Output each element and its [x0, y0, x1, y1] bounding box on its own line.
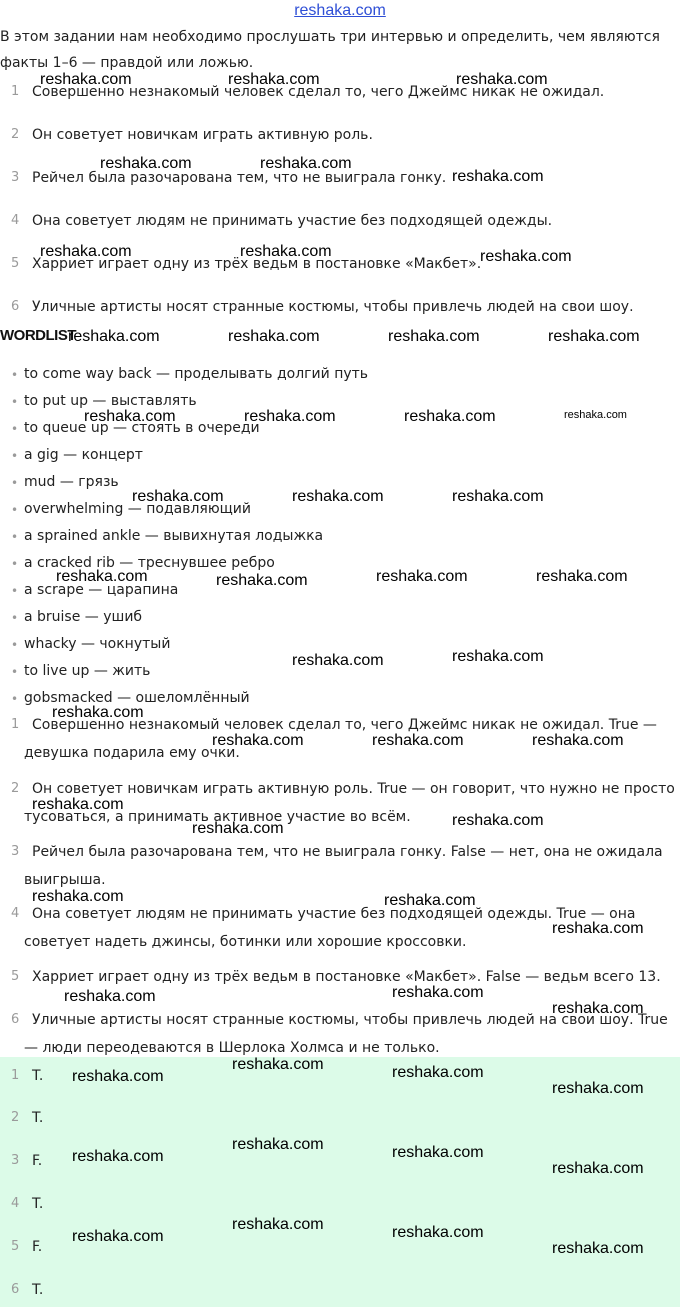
statement-text: Уличные артисты носят странные костюмы, чтобы привлечь людей на свои шоу.: [32, 299, 634, 315]
bullet-icon: •: [11, 638, 19, 652]
statement-text: Харриет играет одну из трёх ведьм в постановке «Макбет».: [32, 256, 482, 272]
watermark: reshaka.com: [72, 1148, 164, 1165]
answer-number: 2: [11, 1110, 20, 1125]
statement-number: 4: [11, 213, 20, 228]
statement-number: 6: [11, 299, 20, 314]
bullet-icon: •: [11, 611, 19, 625]
watermark: reshaka.com: [40, 243, 132, 260]
answer-value: T.: [32, 1196, 44, 1212]
explanation-number: 5: [11, 969, 20, 984]
watermark: reshaka.com: [40, 71, 132, 88]
bullet-icon: •: [11, 692, 19, 706]
bullet-icon: •: [11, 422, 19, 436]
watermark: reshaka.com: [72, 1068, 164, 1085]
answer-value: T.: [32, 1110, 44, 1126]
site-link[interactable]: reshaka.com: [294, 2, 386, 19]
watermark: reshaka.com: [548, 328, 640, 345]
wordlist-item: gobsmacked — ошеломлённый: [24, 690, 250, 706]
wordlist-item: to queue up — стоять в очереди: [24, 420, 260, 436]
watermark: reshaka.com: [260, 155, 352, 172]
watermark: reshaka.com: [32, 796, 124, 813]
answer-number: 1: [11, 1068, 20, 1083]
explanation-line: Рейчел была разочарована тем, что не выиграла гонку. False — нет, она не ожидала: [32, 844, 663, 860]
wordlist-item: overwhelming — подавляющий: [24, 501, 252, 517]
watermark: reshaka.com: [392, 984, 484, 1001]
statement-text: Она советует людям не принимать участие без подходящей одежды.: [32, 213, 553, 229]
watermark: reshaka.com: [228, 71, 320, 88]
wordlist-item: a bruise — ушиб: [24, 609, 143, 625]
watermark: reshaka.com: [392, 1224, 484, 1241]
watermark: reshaka.com: [32, 888, 124, 905]
answer-number: 4: [11, 1196, 20, 1211]
watermark: reshaka.com: [452, 648, 544, 665]
explanation-number: 2: [11, 781, 20, 796]
watermark: reshaka.com: [228, 328, 320, 345]
answer-number: 3: [11, 1153, 20, 1168]
bullet-icon: •: [11, 584, 19, 598]
explanation-line: девушка подарила ему очки.: [24, 745, 240, 761]
bullet-icon: •: [11, 449, 19, 463]
watermark: reshaka.com: [552, 1240, 644, 1257]
bullet-icon: •: [11, 395, 19, 409]
wordlist-item: to live up — жить: [24, 663, 151, 679]
answer-value: T.: [32, 1068, 44, 1084]
explanation-line: Уличные артисты носят странные костюмы, чтобы привлечь людей на свои шоу. True: [32, 1012, 668, 1028]
watermark: reshaka.com: [132, 488, 224, 505]
watermark: reshaka.com: [232, 1136, 324, 1153]
wordlist-item: a sprained ankle — вывихнутая лодыжка: [24, 528, 324, 544]
watermark: reshaka.com: [552, 920, 644, 937]
watermark: reshaka.com: [388, 328, 480, 345]
watermark: reshaka.com: [216, 572, 308, 589]
watermark: reshaka.com: [100, 155, 192, 172]
watermark: reshaka.com: [56, 568, 148, 585]
bullet-icon: •: [11, 476, 19, 490]
watermark: reshaka.com: [552, 1080, 644, 1097]
statement-number: 5: [11, 256, 20, 271]
explanation-line: выигрыша.: [24, 872, 106, 888]
watermark: reshaka.com: [192, 820, 284, 837]
answer-number: 6: [11, 1282, 20, 1297]
wordlist-title: WORDLIST: [0, 327, 76, 344]
watermark: reshaka.com: [404, 408, 496, 425]
explanation-line: Она советует людям не принимать участие без подходящей одежды. True — она: [32, 906, 636, 922]
explanation-number: 3: [11, 844, 20, 859]
watermark: reshaka.com: [392, 1144, 484, 1161]
task-intro: В этом задании нам необходимо прослушать три интервью и определить, чем являются факты 1–6 — правдой или ложью.: [0, 29, 660, 71]
answer-value: T.: [32, 1282, 44, 1298]
bullet-icon: •: [11, 368, 19, 382]
explanation-line: Он советует новичкам играть активную роль. True — он говорит, что нужно не просто: [32, 781, 675, 797]
watermark: reshaka.com: [72, 1228, 164, 1245]
explanation-line: Совершенно незнакомый человек сделал то, чего Джеймс никак не ожидал. True —: [32, 717, 657, 733]
statement-text: Рейчел была разочарована тем, что не выиграла гонку.: [32, 170, 447, 186]
explanation-line: — люди переодеваются в Шерлока Холмса и не только.: [24, 1040, 440, 1056]
statement-number: 1: [11, 84, 20, 99]
answer-value: F.: [32, 1239, 43, 1255]
wordlist-item: a cracked rib — треснувшее ребро: [24, 555, 275, 571]
watermark: reshaka.com: [68, 328, 160, 345]
explanation-number: 1: [11, 717, 20, 732]
wordlist-item: a scrape — царапина: [24, 582, 179, 598]
watermark: reshaka.com: [292, 652, 384, 669]
explanation-line: тусоваться, а принимать активное участие во всём.: [24, 809, 411, 825]
watermark: reshaka.com: [64, 988, 156, 1005]
bullet-icon: •: [11, 503, 19, 517]
watermark: reshaka.com: [244, 408, 336, 425]
watermark: reshaka.com: [536, 568, 628, 585]
watermark: reshaka.com: [232, 1216, 324, 1233]
bullet-icon: •: [11, 557, 19, 571]
bullet-icon: •: [11, 665, 19, 679]
statement-number: 3: [11, 170, 20, 185]
explanation-line: советует надеть джинсы, ботинки или хорошие кроссовки.: [24, 934, 467, 950]
watermark: reshaka.com: [452, 488, 544, 505]
watermark: reshaka.com: [452, 168, 544, 185]
wordlist-item: to put up — выставлять: [24, 393, 197, 409]
watermark: reshaka.com: [292, 488, 384, 505]
wordlist-item: whacky — чокнутый: [24, 636, 171, 652]
watermark: reshaka.com: [372, 732, 464, 749]
watermark: reshaka.com: [232, 1056, 324, 1073]
answer-value: F.: [32, 1153, 43, 1169]
watermark: reshaka.com: [384, 892, 476, 909]
watermark: reshaka.com: [552, 1160, 644, 1177]
watermark: reshaka.com: [212, 732, 304, 749]
explanation-line: Харриет играет одну из трёх ведьм в постановке «Макбет». False — ведьм всего 13.: [32, 969, 661, 985]
wordlist-item: mud — грязь: [24, 474, 119, 490]
wordlist-item: to come way back — проделывать долгий путь: [24, 366, 369, 382]
statement-text: Он советует новичкам играть активную роль.: [32, 127, 373, 143]
watermark: reshaka.com: [240, 243, 332, 260]
explanation-number: 4: [11, 906, 20, 921]
watermark: reshaka.com: [552, 1000, 644, 1017]
watermark: reshaka.com: [84, 408, 176, 425]
statement-number: 2: [11, 127, 20, 142]
watermark: reshaka.com: [52, 704, 144, 721]
statement-text: Совершенно незнакомый человек сделал то, чего Джеймс никак не ожидал.: [32, 84, 605, 100]
answer-number: 5: [11, 1239, 20, 1254]
watermark: reshaka.com: [452, 812, 544, 829]
watermark: reshaka.com: [480, 248, 572, 265]
watermark: reshaka.com: [376, 568, 468, 585]
bullet-icon: •: [11, 530, 19, 544]
watermark: reshaka.com: [456, 71, 548, 88]
wordlist-item: a gig — концерт: [24, 447, 143, 463]
explanation-number: 6: [11, 1012, 20, 1027]
watermark: reshaka.com: [392, 1064, 484, 1081]
watermark: reshaka.com: [564, 409, 627, 421]
watermark: reshaka.com: [532, 732, 624, 749]
